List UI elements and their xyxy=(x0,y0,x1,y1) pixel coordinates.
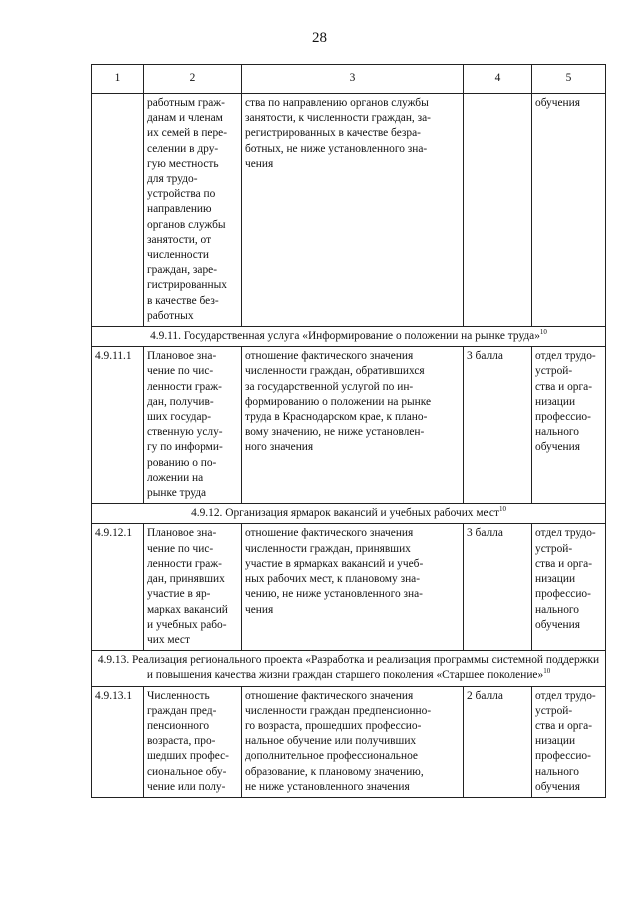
page-number: 28 xyxy=(312,30,327,46)
cell-number: 4.9.12.1 xyxy=(92,524,144,651)
cell-formula: отношение фактического значения численности граждан, принявших участие в ярмарках вакансий и учеб- ных рабочих мест, к плановому зна- чению, не ниже установленного зна- чения xyxy=(242,524,464,651)
section-row-4-9-13 xyxy=(92,651,606,686)
cell-score: 2 балла xyxy=(464,686,532,797)
header-col-3: 3 xyxy=(242,65,464,94)
cell-indicator: Плановое зна- чение по чис- ленности граж- дан, принявших участие в яр- марках вакансий и учебных рабо- чих мест xyxy=(144,524,242,651)
cell-number: 4.9.11.1 xyxy=(92,347,144,504)
cell-indicator: Численность граждан пред- пенсионного возраста, про- шедших профес- сиональное обу- чение или полу- xyxy=(144,686,242,797)
criteria-table xyxy=(91,64,606,798)
cell-score xyxy=(464,94,532,327)
table-row-4-9-13-1 xyxy=(92,686,606,797)
section-row-4-9-11 xyxy=(92,327,606,347)
cell-formula: отношение фактического значения численности граждан, обратившихся за государственной услугой по ин- формированию о положении на рынке труда в Краснодарском крае, к плано- вому значению, не ниже установлен- ного значения xyxy=(242,347,464,504)
section-heading-4-9-13 xyxy=(92,651,606,686)
section-title: 4.9.13. Реализация регионального проекта «Разработка и реализация программы системной поддержки и повышения качества жизни граждан старшего поколения «Старшее поколение» xyxy=(97,654,600,682)
cell-formula: отношение фактического значения численности граждан предпенсионно- го возраста, прошедших профессио- нальное обучение или получивших дополнительное профессиональное образование, к плановому значению, не ниже установленного значения xyxy=(242,686,464,797)
cell-responsible: отдел трудо- устрой- ства и орга- низации профессио- нального обучения xyxy=(532,347,606,504)
cell-score: 3 балла xyxy=(464,524,532,651)
footnote-ref: 10 xyxy=(543,667,551,676)
cell-number xyxy=(92,94,144,327)
footnote-ref: 10 xyxy=(539,328,547,337)
section-heading-4-9-11 xyxy=(92,327,606,347)
section-title: 4.9.11. Государственная услуга «Информирование о положении на рынке труда» xyxy=(150,330,540,343)
cell-formula: ства по направлению органов службы занятости, к численности граждан, за- регистрированных в качестве безра- ботных, не ниже установленного зна- чения xyxy=(242,94,464,327)
cell-number: 4.9.13.1 xyxy=(92,686,144,797)
header-col-4: 4 xyxy=(464,65,532,94)
section-heading-4-9-12 xyxy=(92,504,606,524)
cell-responsible: обучения xyxy=(532,94,606,327)
table-row-4-9-11-1 xyxy=(92,347,606,504)
cell-responsible: отдел трудо- устрой- ства и орга- низации профессио- нального обучения xyxy=(532,524,606,651)
cell-score: 3 балла xyxy=(464,347,532,504)
header-col-1: 1 xyxy=(92,65,144,94)
header-row xyxy=(92,65,606,94)
cell-indicator: работным граж- данам и членам их семей в пере- селении в дру- гую местность для трудо- устройства по направлению органов службы занятости, от численности граждан, заре- гистрированных в качестве без- работных xyxy=(144,94,242,327)
table-row-4-9-12-1 xyxy=(92,524,606,651)
section-row-4-9-12 xyxy=(92,504,606,524)
table-row-continued xyxy=(92,94,606,327)
header-col-2: 2 xyxy=(144,65,242,94)
section-title: 4.9.12. Организация ярмарок вакансий и учебных рабочих мест xyxy=(191,507,499,520)
cell-indicator: Плановое зна- чение по чис- ленности граж- дан, получив- ших государ- ственную услу- гу по информи- рованию о по- ложении на рынке труда xyxy=(144,347,242,504)
header-col-5: 5 xyxy=(532,65,606,94)
footnote-ref: 10 xyxy=(498,505,506,514)
cell-responsible: отдел трудо- устрой- ства и орга- низации профессио- нального обучения xyxy=(532,686,606,797)
